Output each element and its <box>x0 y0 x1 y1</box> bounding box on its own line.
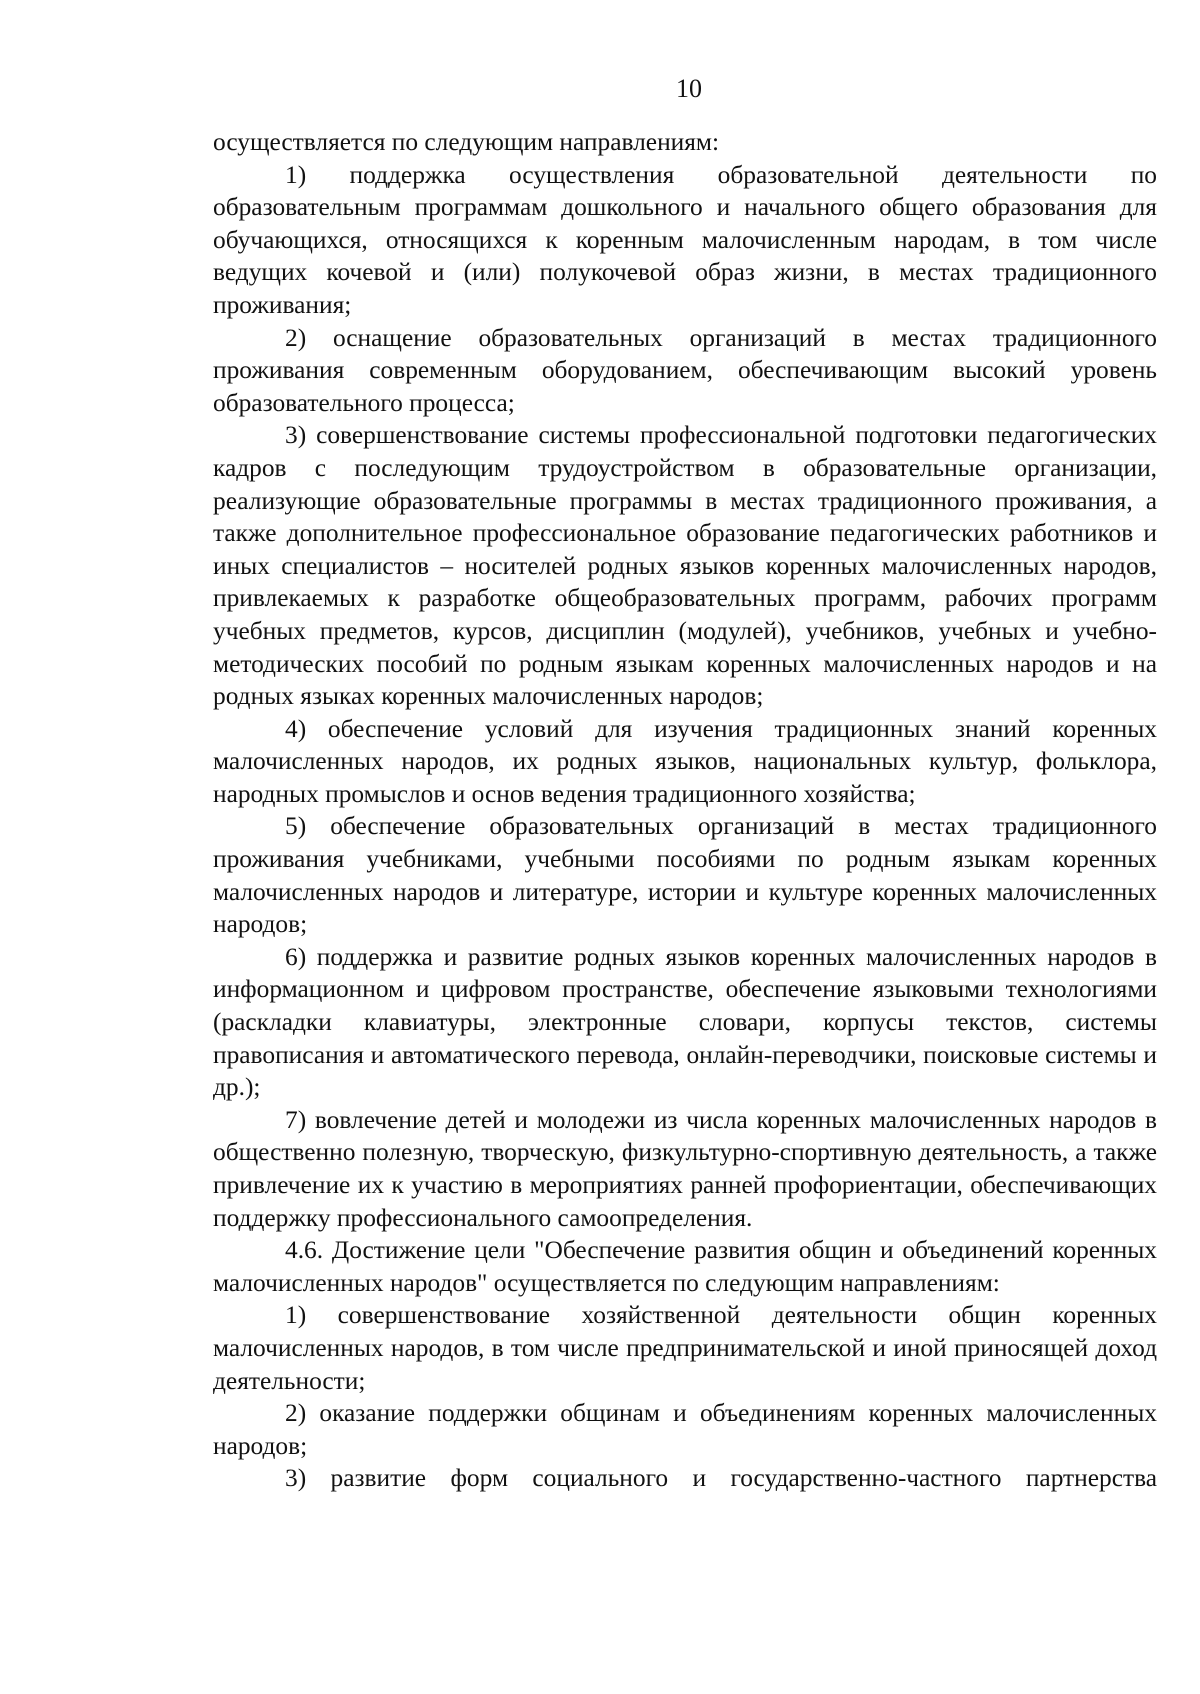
document-body <box>213 126 1157 1495</box>
list-item-2: 2) оснащение образовательных организаций в местах традиционного проживания современным оборудованием, обеспечивающим высокий уровень образовательного процесса; <box>213 323 1157 417</box>
page-number: 10 <box>676 74 702 103</box>
section-4-6: 4.6. Достижение цели "Обеспечение развития общин и объединений коренных малочисленных народов" осуществляется по следующим направлениям: <box>213 1236 1157 1297</box>
list-item-5: 5) обеспечение образовательных организаций в местах традиционного проживания учебниками, учебными пособиями по родным языкам коренных малочисленных народов и литературе, истории и культуре коренных малочисленных народов; <box>213 812 1157 939</box>
section-4-6-item-1: 1) совершенствование хозяйственной деятельности общин коренных малочисленных народов, в том числе предпринимательской и иной приносящей доход деятельности; <box>213 1301 1157 1395</box>
list-item-3: 3) совершенствование системы профессиональной подготовки педагогических кадров с последующим трудоустройством в образовательные организации, реализующие образовательные программы в местах традиционного проживания, а также дополнительное профессиональное образование педагогических работников и иных специалистов – носителей родных языков коренных малочисленных народов, привлекаемых к разработке общеобразовательных программ, рабочих программ учебных предметов, курсов, дисциплин (модулей), учебников, учебных и учебно-методических пособий по родным языкам коренных малочисленных народов и на родных языках коренных малочисленных народов; <box>213 421 1157 711</box>
paragraph-continuation: осуществляется по следующим направлениям: <box>213 128 720 156</box>
list-item-6: 6) поддержка и развитие родных языков коренных малочисленных народов в информационном и цифровом пространстве, обеспечение языковыми технологиями (раскладки клавиатуры, электронные словари, корпусы текстов, системы правописания и автоматического перевода, онлайн-переводчики, поисковые системы и др.); <box>213 942 1157 1102</box>
list-item-4: 4) обеспечение условий для изучения традиционных знаний коренных малочисленных народов, их родных языков, национальных культур, фольклора, народных промыслов и основ ведения традиционного хозяйства; <box>213 714 1157 808</box>
list-item-1: 1) поддержка осуществления образовательной деятельности по образовательным программам дошкольного и начального общего образования для обучающихся, относящихся к коренным малочисленным народам, в том числе ведущих кочевой и (или) полукочевой образ жизни, в местах традиционного проживания; <box>213 160 1157 319</box>
section-4-6-item-3: 3) развитие форм социального и государственно-частного партнерства <box>285 1464 1157 1493</box>
list-item-7: 7) вовлечение детей и молодежи из числа коренных малочисленных народов в общественно полезную, творческую, физкультурно-спортивную деятельность, а также привлечение их к участию в мероприятиях ранней профориентации, обеспечивающих поддержку профессионального самоопределения. <box>213 1105 1157 1232</box>
section-4-6-item-2: 2) оказание поддержки общинам и объединениям коренных малочисленных народов; <box>213 1399 1157 1460</box>
